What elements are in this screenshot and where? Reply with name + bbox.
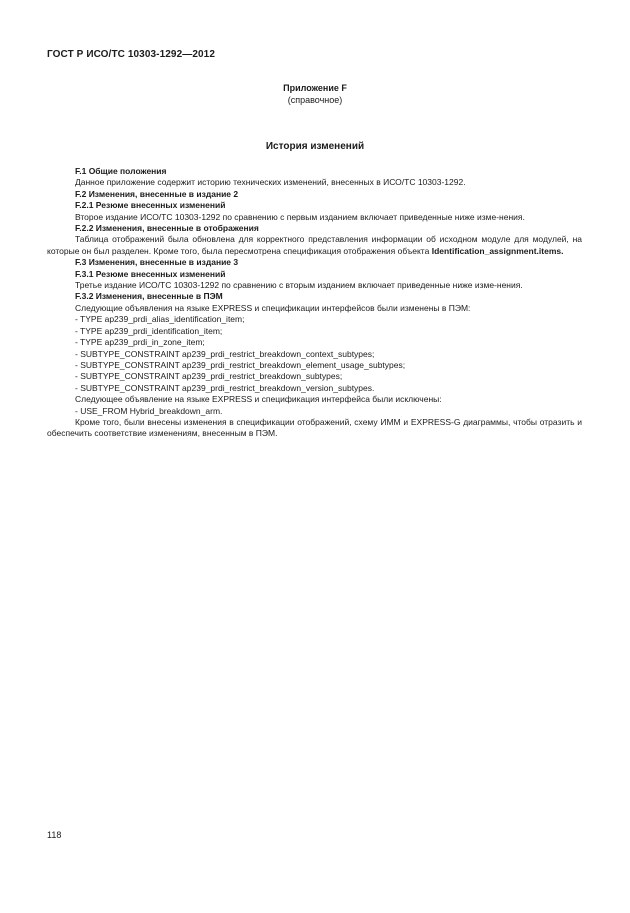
paragraph-f32-closing: Кроме того, были внесены изменения в спецификации отображений, схему ИММ и EXPRESS-G диаграммы, чтобы отразить и обеспечить соответствие изменениям, внесенным в ПЭМ. [47, 416, 582, 439]
changed-declarations-list [47, 314, 582, 394]
heading-f3: F.3 Изменения, внесенные в издание 3 [75, 257, 239, 268]
heading-f31: F.3.1 Резюме внесенных изменений [75, 268, 226, 279]
annex-heading [0, 82, 630, 106]
page-number: 118 [47, 830, 62, 840]
paragraph-f22-text: Таблица отображений была обновлена для корректного представления информации об исходном модуле для модулей, на которые он был разделен. Кроме того, была пересмотрена спецификация отображения объекта [47, 234, 582, 256]
entity-reference: Identification_assignment.items. [431, 245, 564, 256]
heading-f22: F.2.2 Изменения, внесенные в отображения [75, 223, 259, 234]
heading-f32: F.3.2 Изменения, внесенные в ПЭМ [75, 291, 223, 302]
list-item: - SUBTYPE_CONSTRAINT ap239_prdi_restrict_breakdown_version_subtypes. [75, 382, 375, 393]
paragraph-f32-intro: Следующие объявления на языке EXPRESS и спецификации интерфейсов были изменены в ПЭМ: [75, 302, 471, 313]
annex-title: Приложение F [283, 83, 347, 93]
paragraph-f31: Третье издание ИСО/ТС 10303-1292 по сравнению с вторым изданием включает приведенные ниже изме-нения. [75, 280, 523, 291]
paragraph-f21: Второе издание ИСО/ТС 10303-1292 по сравнению с первым изданием включает приведенные ниже изме-нения. [75, 211, 525, 222]
list-item: - SUBTYPE_CONSTRAINT ap239_prdi_restrict_breakdown_subtypes; [75, 371, 343, 382]
list-item: - USE_FROM Hybrid_breakdown_arm. [75, 405, 223, 416]
list-item: - SUBTYPE_CONSTRAINT ap239_prdi_restrict_breakdown_context_subtypes; [75, 348, 375, 359]
list-item: - TYPE ap239_prdi_identification_item; [75, 325, 223, 336]
annex-subtitle: (справочное) [287, 95, 343, 105]
document-body [47, 166, 582, 440]
list-item: - TYPE ap239_prdi_alias_identification_item; [75, 314, 245, 325]
paragraph-f1: Данное приложение содержит историю технических изменений, внесенных в ИСО/ТС 10303-1292. [75, 177, 466, 188]
section-title: История изменений [265, 141, 365, 152]
paragraph-f22 [47, 234, 582, 257]
removed-declarations-list [47, 406, 582, 417]
list-item: - TYPE ap239_prdi_in_zone_item; [75, 337, 205, 348]
paragraph-f32-removed-intro: Следующее объявление на языке EXPRESS и спецификация интерфейса были исключены: [75, 394, 442, 405]
list-item: - SUBTYPE_CONSTRAINT ap239_prdi_restrict_breakdown_element_usage_subtypes; [75, 359, 406, 370]
heading-f1: F.1 Общие положения [75, 166, 167, 176]
heading-f21: F.2.1 Резюме внесенных изменений [75, 200, 226, 211]
document-header: ГОСТ Р ИСО/ТС 10303-1292—2012 [47, 49, 215, 60]
heading-f2: F.2 Изменения, внесенные в издание 2 [75, 188, 239, 199]
